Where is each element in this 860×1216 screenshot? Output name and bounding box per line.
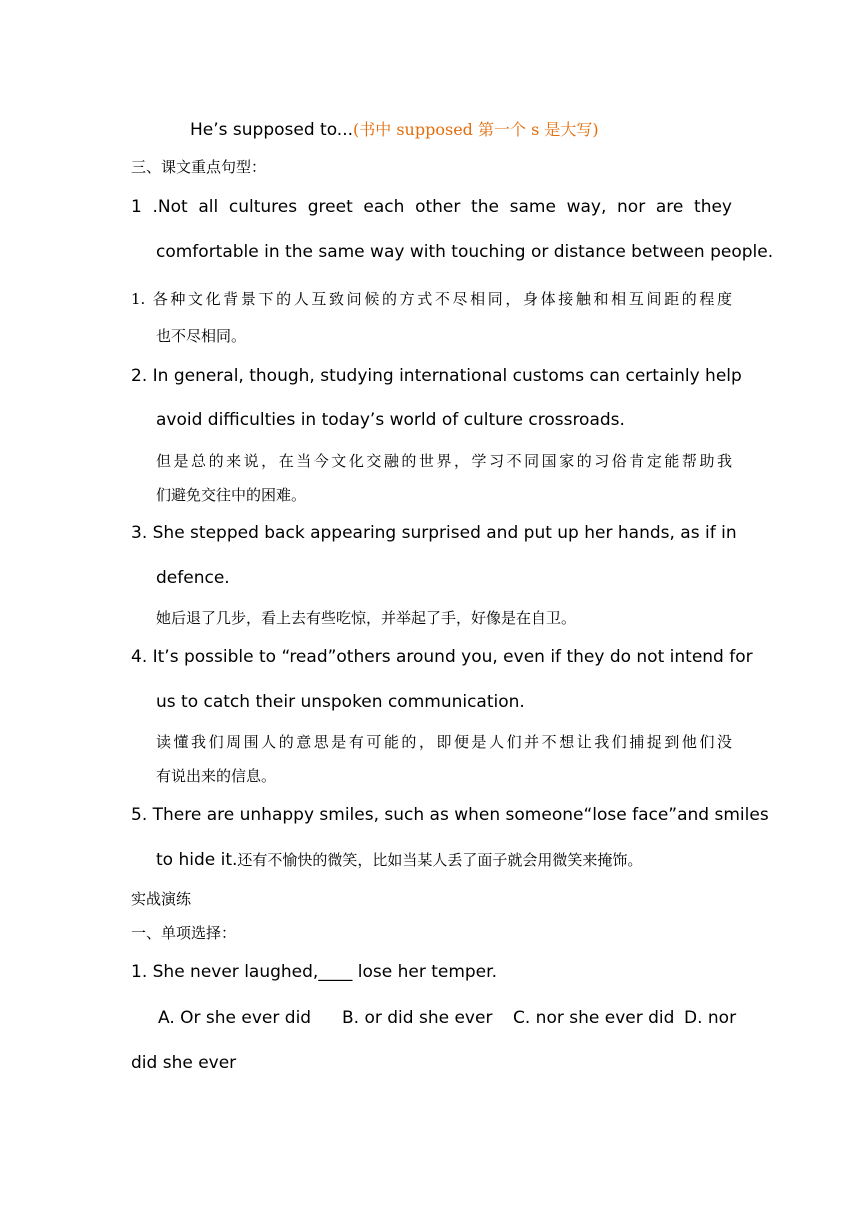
- question-1-option-a: A. Or she ever did: [158, 1008, 312, 1028]
- question-1-option-d-part1: D. nor: [684, 1008, 737, 1028]
- sentence-1-cn-line2: 也不尽相同。: [156, 327, 247, 345]
- sentence-2-en-line1: 2. In general, though, studying international customs can certainly help: [131, 366, 742, 386]
- section-title-key-sentences: 三、课文重点句型：: [131, 158, 267, 176]
- sentence-4-en-line1: 4. It’s possible to “read”others around you, even if they do not intend for: [131, 647, 753, 667]
- sentence-4-cn-line2: 有说出来的信息。: [156, 767, 277, 785]
- sentence-5-line2: [156, 849, 642, 870]
- practice-title: 实战演练: [131, 890, 192, 908]
- sentence-4-cn-line1: 读懂我们周围人的意思是有可能的，即便是人们并不想让我们捕捉到他们没: [156, 733, 732, 751]
- editor-note: (书中 supposed 第一个 s 是大写): [353, 120, 599, 139]
- question-1-option-c: C. nor she ever did: [513, 1008, 675, 1028]
- question-1-stem: 1. She never laughed,____ lose her temper.: [131, 962, 497, 982]
- sentence-2-cn-line1: 但是总的来说，在当今文化交融的世界，学习不同国家的习俗肯定能帮助我: [156, 452, 732, 470]
- question-1-option-b: B. or did she ever: [342, 1008, 493, 1028]
- sentence-5-en-line1: 5. There are unhappy smiles, such as when someone“lose face”and smiles: [131, 805, 769, 825]
- sentence-2-en-line2: avoid difficulties in today’s world of culture crossroads.: [156, 410, 625, 430]
- sentence-4-en-line2: us to catch their unspoken communication.: [156, 692, 525, 712]
- supposed-to-text: He’s supposed to...: [190, 120, 354, 140]
- sentence-3-en-line2: defence.: [156, 568, 230, 588]
- supposed-to-line: [190, 117, 599, 140]
- sentence-5-en-line2: to hide it.: [156, 850, 238, 870]
- sentence-2-cn-line2: 们避免交往中的困难。: [156, 486, 307, 504]
- sentence-1-cn-line1: 1. 各种文化背景下的人互致问候的方式不尽相同，身体接触和相互间距的程度: [131, 290, 732, 308]
- sentence-3-en-line1: 3. She stepped back appearing surprised and put up her hands, as if in: [131, 523, 737, 543]
- single-choice-title: 一、单项选择：: [131, 924, 237, 942]
- sentence-1-en-line2: comfortable in the same way with touching or distance between people.: [156, 242, 774, 262]
- sentence-1-en-line1: 1 .Not all cultures greet each other the same way, nor are they: [131, 197, 732, 217]
- question-1-option-d-part2: did she ever: [131, 1053, 237, 1073]
- sentence-3-cn-line1: 她后退了几步，看上去有些吃惊，并举起了手，好像是在自卫。: [156, 609, 577, 627]
- sentence-5-cn: 还有不愉快的微笑，比如当某人丢了面子就会用微笑来掩饰。: [237, 851, 643, 869]
